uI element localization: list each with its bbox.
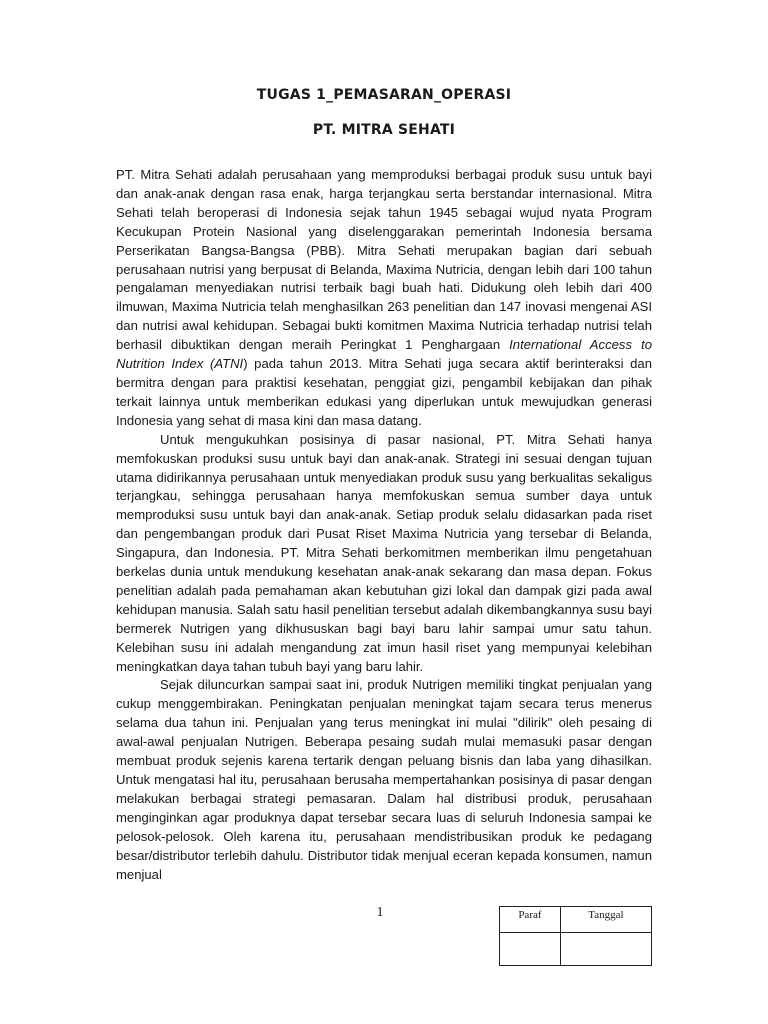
paragraph-1-text-a: PT. Mitra Sehati adalah perusahaan yang memproduksi berbagai produk susu untuk bayi dan anak-anak dengan rasa enak, harga terjangkau serta berstandar internasional. Mitra Sehati telah beroperasi di Indonesia sejak tahun 1945 sebagai wujud nyata Program Kecukupan Protein Nasional yang diselenggarakan pemerintah Indonesia bersama Perserikatan Bangsa-Bangsa (PBB). Mitra Sehati merupakan bagian dari sebuah perusahaan nutrisi yang berpusat di Belanda, Maxima Nutricia, dengan lebih dari 100 tahun pengalaman menyediakan nutrisi terbaik bagi buah hati. Didukung oleh lebih dari 400 ilmuwan, Maxima Nutricia telah menghasilkan 263 penelitian dan 147 inovasi mengenai ASI dan nutrisi awal kehidupan. Sebagai bukti komitmen Maxima Nutricia terhadap nutrisi telah berhasil dibuktikan dengan meraih Peringkat 1 Penghargaan	[116, 167, 652, 353]
signature-table	[499, 906, 652, 966]
document-title: TUGAS 1_PEMASARAN_OPERASI	[256, 87, 512, 103]
paragraph-1-text-b: ) pada tahun 2013. Mitra Sehati juga secara aktif berinteraksi dan bermitra dengan para praktisi kesehatan, penggiat gizi, pengambil kebijakan dan pihak terkait lainnya untuk memberikan edukasi yang diperlukan untuk mewujudkan generasi Indonesia yang sehat di masa kini dan masa datang.	[116, 356, 652, 428]
tanggal-header: Tanggal	[560, 907, 651, 933]
paragraph-1	[116, 166, 652, 431]
paraf-header: Paraf	[500, 907, 561, 933]
document-body	[116, 166, 652, 884]
paragraph-3: Sejak diluncurkan sampai saat ini, produk Nutrigen memiliki tingkat penjualan yang cukup menggembirakan. Peningkatan penjualan meningkat tajam secara terus menerus selama dua tahun ini. Penjualan yang terus meningkat ini mulai "dilirik" oleh pesaing di awal-awal penjualan Nutrigen. Beberapa pesaing sudah mulai memasuki pasar dengan membuat produk sejenis karena tertarik dengan peluang bisnis dan laba yang dihasilkan. Untuk mengatasi hal itu, perusahaan berusaha mempertahankan posisinya di pasar dengan melakukan berbagai strategi pemasaran. Dalam hal distribusi produk, perusahaan menginginkan agar produknya dapat tersebar secara luas di seluruh Indonesia sampai ke pelosok-pelosok. Oleh karena itu, perusahaan mendistribusikan produk ke pedagang besar/distributor terlebih dahulu. Distributor tidak menjual eceran kepada konsumen, namun menjual	[116, 677, 652, 882]
paraf-cell	[500, 933, 561, 966]
page-number: 1	[376, 905, 384, 920]
paragraph-1-italic: International Access to Nutrition Index (ATNI	[116, 337, 652, 372]
paragraph-2: Untuk mengukuhkan posisinya di pasar nasional, PT. Mitra Sehati hanya memfokuskan produksi susu untuk bayi dan anak-anak. Strategi ini sesuai dengan tujuan utama didirikannya perusahaan untuk menyediakan produk susu yang berkualitas sekaligus terjangkau, sehingga perusahaan hanya memfokuskan semua sumber daya untuk memproduksi susu untuk bayi dan anak-anak. Setiap produk selalu didasarkan pada riset dan pengembangan produk dari Pusat Riset Maxima Nutricia yang tersebar di Belanda, Singapura, dan Indonesia. PT. Mitra Sehati berkomitmen memberikan ilmu pengetahuan berkelas dunia untuk mendukung kesehatan anak-anak sekarang dan masa depan. Fokus penelitian adalah pada pemahaman akan kebutuhan gizi lokal dan dampak gizi pada awal kehidupan manusia. Salah satu hasil penelitian tersebut adalah dikembangkannya susu bayi bermerek Nutrigen yang dikhususkan bagi bayi baru lahir sampai umur satu tahun. Kelebihan susu ini adalah mengandung zat imun hasil riset yang mempunyai kelebihan meningkatkan daya tahan tubuh bayi yang baru lahir.	[116, 431, 652, 674]
document-subtitle: PT. MITRA SEHATI	[312, 122, 456, 138]
tanggal-cell	[560, 933, 651, 966]
